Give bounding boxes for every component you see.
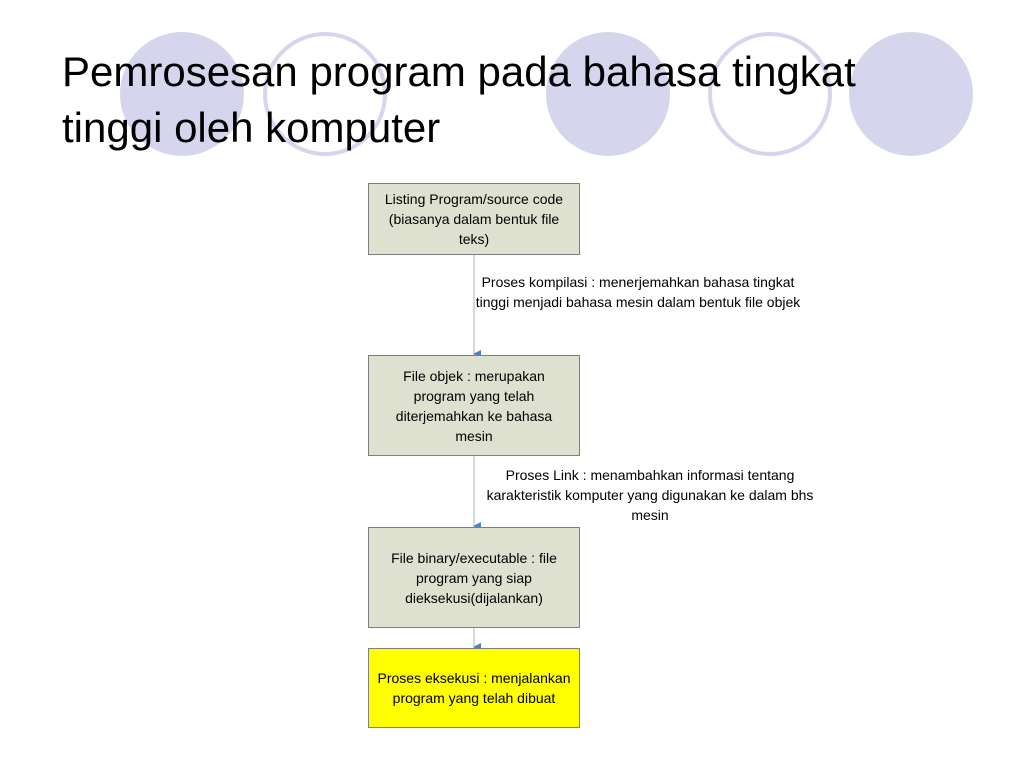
transition-link-label: Proses Link : menambahkan informasi tentang karakteristik komputer yang digunakan ke dalam bhs mesin [486, 467, 814, 523]
step-execution: Proses eksekusi : menjalankan program yang telah dibuat [368, 648, 580, 728]
step-object-file: File objek : merupakan program yang telah diterjemahkan ke bahasa mesin [368, 355, 580, 456]
step-source-listing: Listing Program/source code (biasanya dalam bentuk file teks) [368, 183, 580, 255]
transition-compile-label: Proses kompilasi : menerjemahkan bahasa tingkat tinggi menjadi bahasa mesin dalam bentuk file objek [475, 274, 801, 310]
slide-title: Pemrosesan program pada bahasa tingkat tinggi oleh komputer [62, 48, 856, 151]
step-executable-file: File binary/executable : file program yang siap dieksekusi(dijalankan) [368, 527, 580, 628]
